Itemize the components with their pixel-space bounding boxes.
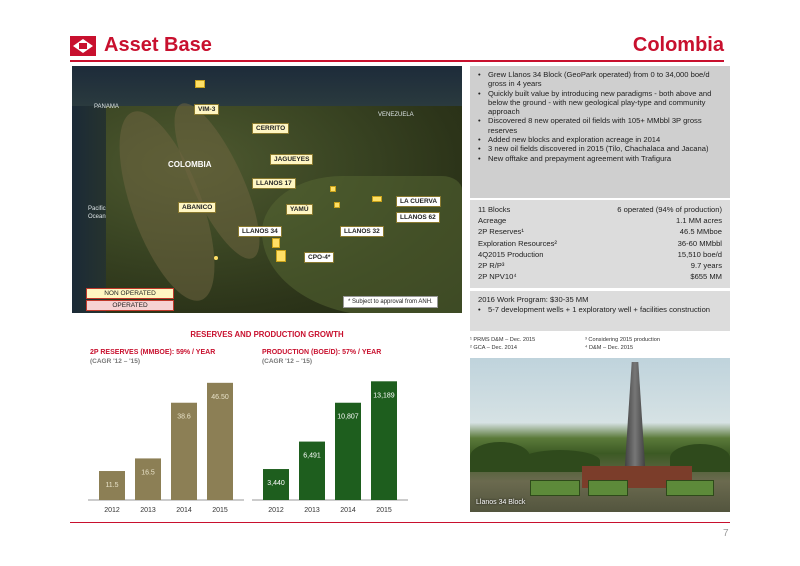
reserves-data-label: 46.50 [211,393,229,401]
title-divider [70,60,724,62]
stat-value: 1.1 MM acres [676,216,722,226]
reserves-data-label: 11.5 [105,482,119,490]
rig-equipment [530,480,580,496]
photo-caption: Llanos 34 Block [476,499,526,506]
abanico-marker [214,256,218,260]
drilling-rig [624,362,646,480]
stat-value: 6 operated (94% of production) [617,205,722,214]
work-program-title: 2016 Work Program: $30-35 MM [478,295,589,304]
stat-label: 11 Blocks [478,205,511,214]
reserves-data-label: 16.5 [141,469,155,477]
llanos34-block [272,238,280,248]
field-label-llanos34: LLANOS 34 [238,226,282,237]
geopark-logo [70,36,96,56]
field-label-cerrito: CERRITO [252,123,289,134]
reserves-tick-label: 2014 [176,507,192,514]
reserves-data-label: 38.6 [177,413,191,421]
production-data-label: 10,807 [337,413,359,421]
production-bar [299,442,325,500]
stat-label: Exploration Resources² [478,238,557,248]
caribbean-sea [72,66,462,106]
stat-row [478,238,722,249]
reserves-chart-title: 2P RESERVES (MMBOE): 59% / YEAR [90,349,216,356]
highlight-item: • Grew Llanos 34 Block (GeoPark operated) from 0 to 34,000 boe/d gross in 4 years [478,70,722,89]
highlight-item: • Quickly built value by introducing new paradigms - both above and below the ground - with new geological play-type and community approach [478,89,722,117]
production-data-label: 3,440 [267,480,285,488]
field-label-cpo4: CPO-4* [304,252,334,263]
stat-label: Acreage [478,216,507,226]
stat-label: 2P Reserves¹ [478,227,524,237]
stat-row [478,215,722,226]
country-title: Colombia [632,34,724,56]
field-label-la-cuerva: LA CUERVA [396,196,441,207]
highlight-item: • Discovered 8 new operated oil fields with 105+ MMbbl 3P gross reserves [478,116,722,135]
production-data-label: 13,189 [373,392,395,400]
stat-row [478,260,722,271]
page-title: Asset Base [104,34,212,56]
colombia-map [72,66,462,313]
legend-non-operated: NON OPERATED [86,288,174,299]
stat-value: $655 MM [690,272,722,282]
rig-equipment [666,480,714,496]
yamu-block [334,202,340,208]
highlights-panel [470,66,730,198]
production-tick-label: 2014 [340,507,356,514]
stat-row [478,249,722,260]
legend-operated: OPERATED [86,300,174,311]
production-data-label: 6,491 [303,452,321,460]
work-program-panel [470,291,730,331]
production-bar-chart [252,372,412,518]
stat-value: 9.7 years [690,261,722,271]
reserves-chart-subtitle: (CAGR '12 – '15) [90,358,141,365]
drilling-rig-photo [470,358,730,512]
rig-equipment [588,480,628,496]
field-label-llanos62: LLANOS 62 [396,212,440,223]
stat-row [478,271,722,282]
production-chart-title: PRODUCTION (BOE/D): 57% / YEAR [262,349,382,356]
highlight-item: • 3 new oil fields discovered in 2015 (Tilo, Chachalaca and Jacana) [478,144,722,153]
production-chart-subtitle: (CAGR '12 – '15) [262,358,313,365]
page-number: 7 [723,528,729,539]
reserves-bar [135,458,161,500]
production-tick-label: 2015 [376,507,392,514]
stat-row [478,226,722,237]
reserves-tick-label: 2012 [104,507,120,514]
highlight-item: • Added new blocks and exploration acreage in 2014 [478,135,722,144]
footer-divider [70,522,730,523]
charts-heading: RESERVES AND PRODUCTION GROWTH [190,330,344,339]
stat-value: 15,510 boe/d [677,249,722,259]
cpo4-block [276,250,286,262]
field-label-vim3: VIM-3 [194,104,219,115]
field-label-jagueyes: JAGUEYES [270,154,313,165]
vim3-block [195,80,205,88]
stat-row [478,204,722,215]
footnote-3: ³ Considering 2015 production [585,337,660,343]
anh-approval-note: * Subject to approval from ANH. [343,296,438,308]
ocean-label: Ocean [88,214,106,220]
field-label-abanico: ABANICO [178,202,216,213]
panama-label: PANAMA [94,104,119,110]
field-label-yamu: YAMÚ [286,204,313,215]
stat-value: 36-60 MMbbl [677,238,722,248]
asset-stats-panel [470,200,730,288]
jagueyes-block [330,186,336,192]
production-tick-label: 2012 [268,507,284,514]
footnote-4: ⁴ D&M – Dec. 2015 [585,345,634,351]
stat-value: 46.5 MMboe [679,227,722,237]
la-cuerva-block [372,196,382,202]
pacific-label: Pacific [88,206,106,212]
footnote-1: ¹ PRMS D&M – Dec. 2015 [470,337,536,343]
stat-label: 2P R/P³ [478,261,505,271]
reserves-tick-label: 2015 [212,507,228,514]
colombia-label: COLOMBIA [168,160,212,169]
reserves-bar-chart [88,372,248,518]
venezuela-label: VENEZUELA [378,112,414,118]
production-tick-label: 2013 [304,507,320,514]
work-program-item: • 5-7 development wells + 1 exploratory well + facilities construction [478,305,722,315]
footnote-2: ² GCA – Dec. 2014 [470,345,517,351]
stat-label: 2P NPV10⁴ [478,272,517,282]
highlight-item: • New offtake and prepayment agreement with Trafigura [478,154,722,163]
field-label-llanos17: LLANOS 17 [252,178,296,189]
reserves-tick-label: 2013 [140,507,156,514]
stat-label: 4Q2015 Production [478,249,544,259]
field-label-llanos32: LLANOS 32 [340,226,384,237]
